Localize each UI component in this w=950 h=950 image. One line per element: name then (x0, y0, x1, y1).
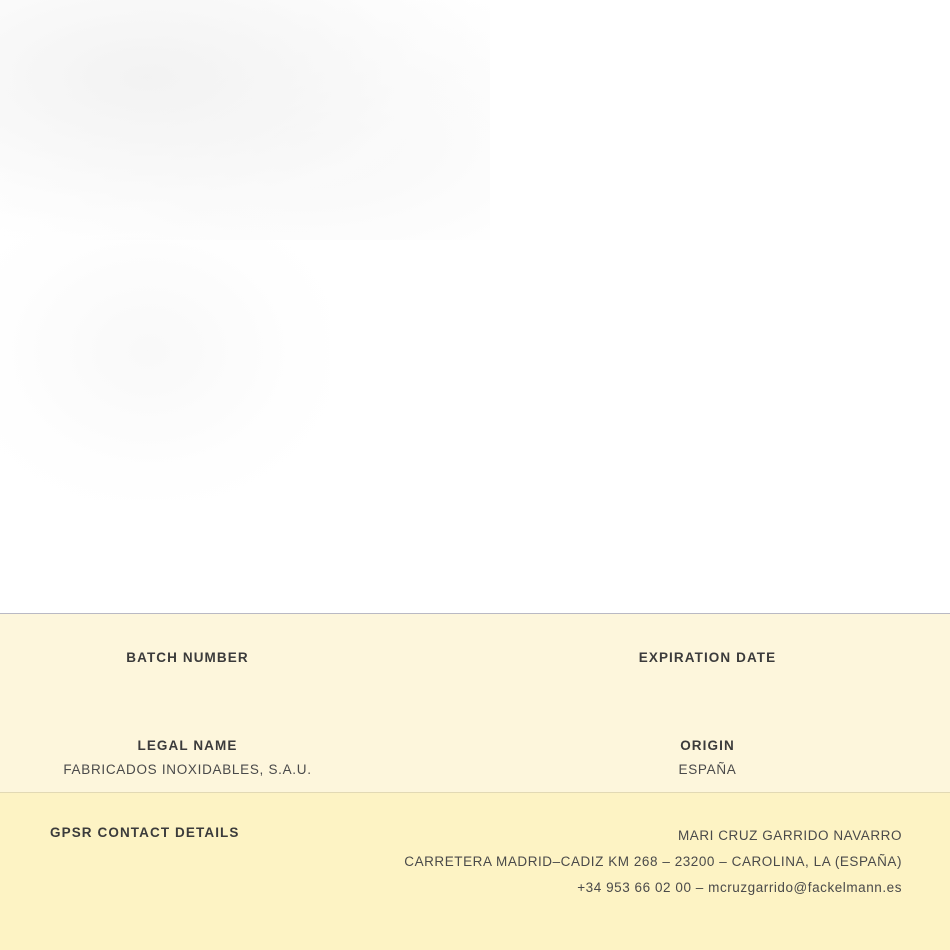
legal-name-value: FABRICADOS INOXIDABLES, S.A.U. (63, 762, 312, 777)
gpsr-contact-details (404, 823, 902, 901)
gpsr-contact-address: CARRETERA MADRID–CADIZ KM 268 – 23200 – CAROLINA, LA (ESPAÑA) (404, 854, 902, 869)
batch-number-label: BATCH NUMBER (126, 650, 249, 665)
gpsr-contact-title: GPSR CONTACT DETAILS (50, 825, 240, 840)
info-row-legal (0, 674, 950, 777)
legal-name-field (0, 738, 475, 777)
origin-field (475, 738, 950, 777)
product-info-band (0, 614, 950, 792)
expiration-date-field (475, 650, 950, 674)
info-row-batch (0, 614, 950, 674)
origin-value: ESPAÑA (678, 762, 737, 777)
gpsr-contact-phone-email: +34 953 66 02 00 – mcruzgarrido@fackelmann.es (577, 880, 902, 895)
batch-number-field (0, 650, 475, 674)
faint-product-image (0, 0, 490, 240)
gpsr-contact-band (0, 793, 950, 950)
faint-product-image-secondary (0, 230, 330, 500)
origin-label: ORIGIN (680, 738, 735, 753)
gpsr-contact-person: MARI CRUZ GARRIDO NAVARRO (677, 828, 902, 843)
legal-name-label: LEGAL NAME (137, 738, 238, 753)
expiration-date-label: EXPIRATION DATE (638, 650, 777, 665)
